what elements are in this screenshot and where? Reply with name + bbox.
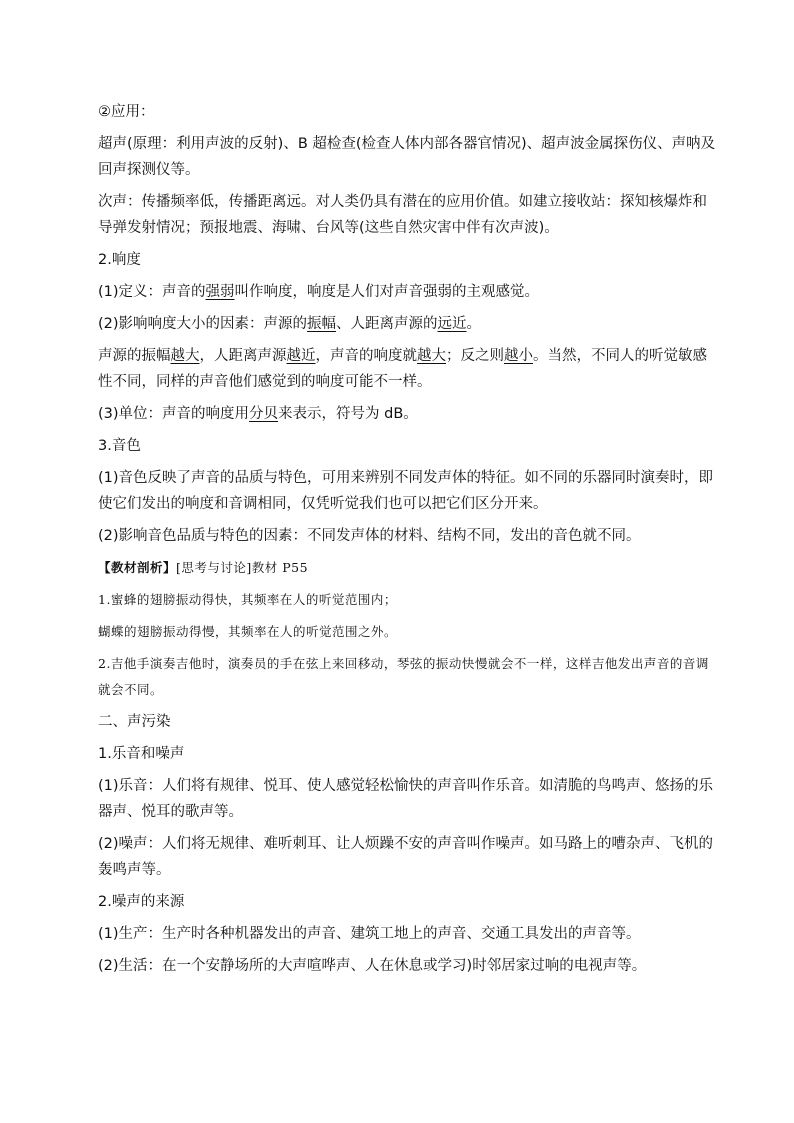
ultrasound-applications: 超声(原理：利用声波的反射)、B 超检查(检查人体内部各器官情况)、超声波金属探伤仪、声呐及回声探测仪等。 xyxy=(98,136,716,178)
section-loudness-heading: 2.响度 xyxy=(98,252,141,268)
infrasound-applications: 次声：传播频率低，传播距离远。对人类仍具有潜在的应用价值。如建立接收站：探知核爆炸和导弹发射情况；预报地震、海啸、台风等(这些自然灾害中伴有次声波)。 xyxy=(98,194,707,236)
section-timbre-heading: 3.音色 xyxy=(98,438,141,454)
textbook-analysis-heading: 【教材剖析】[思考与讨论]教材 P55 xyxy=(98,560,309,575)
section-noise-pollution-heading: 二、声污染 xyxy=(98,714,171,730)
discussion-answer-1-cont: 蝴蝶的翅膀振动得慢，其频率在人的听觉范围之外。 xyxy=(98,624,398,639)
loudness-factors: (2)影响响度大小的因素：声源的振幅、人距离声源的远近。 xyxy=(98,316,482,332)
underlined-term: 越大 xyxy=(417,348,446,364)
noise-source-life: (2)生活：在一个安静场所的大声喧哗声、人在休息或学习)时邻居家过响的电视声等。 xyxy=(98,958,647,974)
underlined-term: 越大 xyxy=(170,348,200,364)
underlined-term: 远近 xyxy=(437,316,467,332)
underlined-term: 分贝 xyxy=(249,406,279,422)
underlined-term: 振幅 xyxy=(307,316,337,332)
loudness-definition: (1)定义：声音的强弱叫作响度，响度是人们对声音强弱的主观感觉。 xyxy=(98,284,540,300)
music-definition: (1)乐音：人们将有规律、悦耳、使人感觉轻松愉快的声音叫作乐音。如清脆的鸟鸣声、悠扬的乐器声、悦耳的歌声等。 xyxy=(98,778,714,820)
underlined-term: 越近 xyxy=(286,348,316,364)
loudness-unit: (3)单位：声音的响度用分贝来表示，符号为 dB。 xyxy=(98,406,418,422)
timbre-factors: (2)影响音色品质与特色的因素：不同发声体的材料、结构不同，发出的音色就不同。 xyxy=(98,528,641,544)
underlined-term: 强弱 xyxy=(205,284,235,300)
timbre-definition: (1)音色反映了声音的品质与特色，可用来辨别不同发声体的特征。如不同的乐器同时演奏时，即使它们发出的响度和音调相同，仅凭听觉我们也可以把它们区分开来。 xyxy=(98,470,714,512)
noise-definition: (2)噪声：人们将无规律、难听刺耳、让人烦躁不安的声音叫作噪声。如马路上的嘈杂声、飞机的轰鸣声等。 xyxy=(98,836,714,878)
underlined-term: 越小 xyxy=(504,348,533,364)
loudness-explanation: 声源的振幅越大，人距离声源越近，声音的响度就越大；反之则越小。当然，不同人的听觉敏感性不同，同样的声音他们感觉到的响度可能不一样。 xyxy=(98,348,707,390)
discussion-answer-2: 2.吉他手演奏吉他时，演奏员的手在弦上来回移动，琴弦的振动快慢就会不一样，这样吉他发出声音的音调就会不同。 xyxy=(98,656,709,697)
noise-sources-heading: 2.噪声的来源 xyxy=(98,894,185,910)
noise-source-production: (1)生产：生产时各种机器发出的声音、建筑工地上的声音、交通工具发出的声音等。 xyxy=(98,926,641,942)
application-heading: ②应用： xyxy=(98,104,155,120)
music-and-noise-heading: 1.乐音和噪声 xyxy=(98,746,185,762)
discussion-answer-1: 1.蜜蜂的翅膀振动得快，其频率在人的听觉范围内； xyxy=(98,592,397,607)
